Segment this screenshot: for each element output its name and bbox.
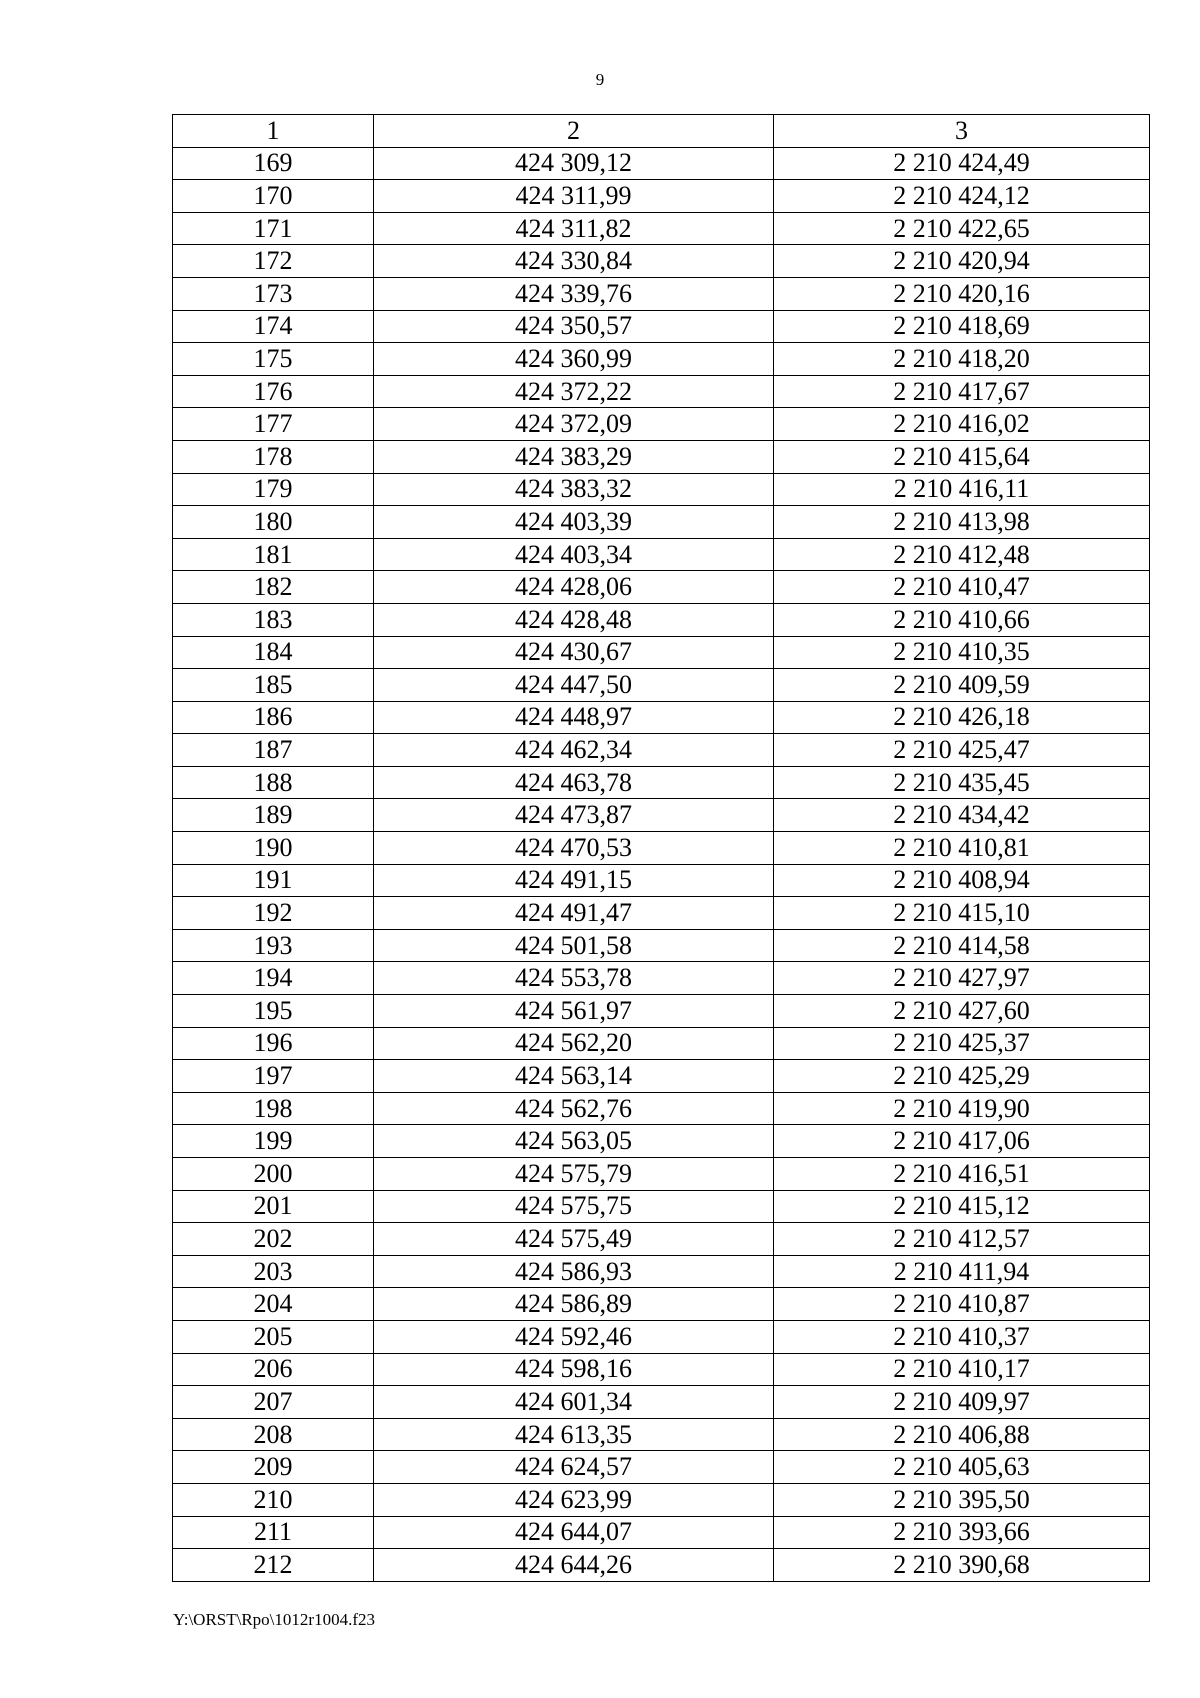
y-coordinate-cell: 2 210 416,51	[774, 1158, 1150, 1191]
x-coordinate-cell: 424 463,78	[374, 766, 774, 799]
x-coordinate-cell: 424 330,84	[374, 245, 774, 278]
table-row	[173, 212, 1150, 245]
x-coordinate-cell: 424 309,12	[374, 147, 774, 180]
y-coordinate-cell: 2 210 410,17	[774, 1353, 1150, 1386]
y-coordinate-cell: 2 210 410,47	[774, 571, 1150, 604]
x-coordinate-cell: 424 592,46	[374, 1320, 774, 1353]
point-number-cell: 192	[173, 897, 374, 930]
x-coordinate-cell: 424 575,79	[374, 1158, 774, 1191]
point-number-cell: 205	[173, 1320, 374, 1353]
point-number-cell: 189	[173, 799, 374, 832]
y-coordinate-cell: 2 210 418,20	[774, 343, 1150, 376]
point-number-cell: 202	[173, 1223, 374, 1256]
y-coordinate-cell: 2 210 424,49	[774, 147, 1150, 180]
y-coordinate-cell: 2 210 409,97	[774, 1386, 1150, 1419]
table-row	[173, 701, 1150, 734]
y-coordinate-cell: 2 210 405,63	[774, 1451, 1150, 1484]
x-coordinate-cell: 424 598,16	[374, 1353, 774, 1386]
table-row	[173, 766, 1150, 799]
point-number-cell: 186	[173, 701, 374, 734]
table-row	[173, 147, 1150, 180]
point-number-cell: 170	[173, 180, 374, 213]
y-coordinate-cell: 2 210 393,66	[774, 1516, 1150, 1549]
x-coordinate-cell: 424 383,32	[374, 473, 774, 506]
point-number-cell: 191	[173, 864, 374, 897]
x-coordinate-cell: 424 470,53	[374, 832, 774, 865]
table-row	[173, 603, 1150, 636]
point-number-cell: 201	[173, 1190, 374, 1223]
table-body	[173, 147, 1150, 1581]
table-row	[173, 669, 1150, 702]
table-row	[173, 1125, 1150, 1158]
table-row	[173, 571, 1150, 604]
y-coordinate-cell: 2 210 425,47	[774, 734, 1150, 767]
y-coordinate-cell: 2 210 422,65	[774, 212, 1150, 245]
table-row	[173, 864, 1150, 897]
y-coordinate-cell: 2 210 413,98	[774, 506, 1150, 539]
point-number-cell: 184	[173, 636, 374, 669]
y-coordinate-cell: 2 210 419,90	[774, 1092, 1150, 1125]
x-coordinate-cell: 424 403,34	[374, 538, 774, 571]
point-number-cell: 203	[173, 1255, 374, 1288]
table-row	[173, 1158, 1150, 1191]
x-coordinate-cell: 424 644,26	[374, 1549, 774, 1582]
table-row	[173, 1223, 1150, 1256]
table-row	[173, 995, 1150, 1028]
point-number-cell: 212	[173, 1549, 374, 1582]
table-row	[173, 1516, 1150, 1549]
table-row	[173, 734, 1150, 767]
point-number-cell: 172	[173, 245, 374, 278]
point-number-cell: 178	[173, 440, 374, 473]
y-coordinate-cell: 2 210 410,81	[774, 832, 1150, 865]
table-row	[173, 473, 1150, 506]
y-coordinate-cell: 2 210 435,45	[774, 766, 1150, 799]
point-number-cell: 204	[173, 1288, 374, 1321]
table-row	[173, 962, 1150, 995]
table-row	[173, 180, 1150, 213]
table-row	[173, 440, 1150, 473]
y-coordinate-cell: 2 210 414,58	[774, 929, 1150, 962]
table-row	[173, 1092, 1150, 1125]
table-row	[173, 1451, 1150, 1484]
point-number-cell: 169	[173, 147, 374, 180]
x-coordinate-cell: 424 448,97	[374, 701, 774, 734]
table-header-row	[173, 115, 1150, 148]
x-coordinate-cell: 424 562,76	[374, 1092, 774, 1125]
x-coordinate-cell: 424 339,76	[374, 277, 774, 310]
point-number-cell: 190	[173, 832, 374, 865]
y-coordinate-cell: 2 210 410,87	[774, 1288, 1150, 1321]
x-coordinate-cell: 424 561,97	[374, 995, 774, 1028]
point-number-cell: 211	[173, 1516, 374, 1549]
point-number-cell: 183	[173, 603, 374, 636]
y-coordinate-cell: 2 210 424,12	[774, 180, 1150, 213]
point-number-cell: 180	[173, 506, 374, 539]
y-coordinate-cell: 2 210 406,88	[774, 1418, 1150, 1451]
table-row	[173, 1288, 1150, 1321]
x-coordinate-cell: 424 553,78	[374, 962, 774, 995]
x-coordinate-cell: 424 383,29	[374, 440, 774, 473]
x-coordinate-cell: 424 428,48	[374, 603, 774, 636]
point-number-cell: 195	[173, 995, 374, 1028]
y-coordinate-cell: 2 210 410,37	[774, 1320, 1150, 1353]
point-number-cell: 207	[173, 1386, 374, 1419]
y-coordinate-cell: 2 210 415,10	[774, 897, 1150, 930]
table-row	[173, 1418, 1150, 1451]
x-coordinate-cell: 424 350,57	[374, 310, 774, 343]
point-number-cell: 200	[173, 1158, 374, 1191]
table-row	[173, 1483, 1150, 1516]
point-number-cell: 197	[173, 1060, 374, 1093]
y-coordinate-cell: 2 210 415,64	[774, 440, 1150, 473]
y-coordinate-cell: 2 210 420,94	[774, 245, 1150, 278]
x-coordinate-cell: 424 430,67	[374, 636, 774, 669]
y-coordinate-cell: 2 210 410,35	[774, 636, 1150, 669]
x-coordinate-cell: 424 623,99	[374, 1483, 774, 1516]
x-coordinate-cell: 424 360,99	[374, 343, 774, 376]
point-number-cell: 175	[173, 343, 374, 376]
x-coordinate-cell: 424 601,34	[374, 1386, 774, 1419]
table-row	[173, 1320, 1150, 1353]
table-row	[173, 1386, 1150, 1419]
table-row	[173, 310, 1150, 343]
point-number-cell: 174	[173, 310, 374, 343]
y-coordinate-cell: 2 210 417,67	[774, 375, 1150, 408]
table-row	[173, 929, 1150, 962]
y-coordinate-cell: 2 210 420,16	[774, 277, 1150, 310]
point-number-cell: 199	[173, 1125, 374, 1158]
y-coordinate-cell: 2 210 416,02	[774, 408, 1150, 441]
x-coordinate-cell: 424 563,14	[374, 1060, 774, 1093]
table-row	[173, 1060, 1150, 1093]
x-coordinate-cell: 424 491,15	[374, 864, 774, 897]
y-coordinate-cell: 2 210 411,94	[774, 1255, 1150, 1288]
y-coordinate-cell: 2 210 427,97	[774, 962, 1150, 995]
point-number-cell: 177	[173, 408, 374, 441]
x-coordinate-cell: 424 403,39	[374, 506, 774, 539]
y-coordinate-cell: 2 210 410,66	[774, 603, 1150, 636]
x-coordinate-cell: 424 562,20	[374, 1027, 774, 1060]
point-number-cell: 210	[173, 1483, 374, 1516]
coordinates-table	[172, 114, 1150, 1582]
point-number-cell: 208	[173, 1418, 374, 1451]
table-row	[173, 897, 1150, 930]
y-coordinate-cell: 2 210 427,60	[774, 995, 1150, 1028]
x-coordinate-cell: 424 575,49	[374, 1223, 774, 1256]
point-number-cell: 187	[173, 734, 374, 767]
x-coordinate-cell: 424 613,35	[374, 1418, 774, 1451]
table-row	[173, 538, 1150, 571]
y-coordinate-cell: 2 210 416,11	[774, 473, 1150, 506]
x-coordinate-cell: 424 473,87	[374, 799, 774, 832]
table-row	[173, 799, 1150, 832]
table-row	[173, 832, 1150, 865]
table-row	[173, 636, 1150, 669]
table-row	[173, 1255, 1150, 1288]
x-coordinate-cell: 424 491,47	[374, 897, 774, 930]
table-row	[173, 343, 1150, 376]
table-row	[173, 408, 1150, 441]
point-number-cell: 188	[173, 766, 374, 799]
x-coordinate-cell: 424 372,22	[374, 375, 774, 408]
y-coordinate-cell: 2 210 425,29	[774, 1060, 1150, 1093]
point-number-cell: 209	[173, 1451, 374, 1484]
x-coordinate-cell: 424 428,06	[374, 571, 774, 604]
y-coordinate-cell: 2 210 409,59	[774, 669, 1150, 702]
point-number-cell: 181	[173, 538, 374, 571]
y-coordinate-cell: 2 210 434,42	[774, 799, 1150, 832]
x-coordinate-cell: 424 563,05	[374, 1125, 774, 1158]
table-row	[173, 1190, 1150, 1223]
point-number-cell: 171	[173, 212, 374, 245]
x-coordinate-cell: 424 644,07	[374, 1516, 774, 1549]
point-number-cell: 182	[173, 571, 374, 604]
y-coordinate-cell: 2 210 412,48	[774, 538, 1150, 571]
point-number-cell: 206	[173, 1353, 374, 1386]
x-coordinate-cell: 424 462,34	[374, 734, 774, 767]
point-number-cell: 173	[173, 277, 374, 310]
table-row	[173, 277, 1150, 310]
point-number-cell: 179	[173, 473, 374, 506]
y-coordinate-cell: 2 210 395,50	[774, 1483, 1150, 1516]
x-coordinate-cell: 424 586,89	[374, 1288, 774, 1321]
point-number-cell: 194	[173, 962, 374, 995]
y-coordinate-cell: 2 210 417,06	[774, 1125, 1150, 1158]
table-row	[173, 1353, 1150, 1386]
table-row	[173, 1027, 1150, 1060]
table-row	[173, 375, 1150, 408]
point-number-cell: 193	[173, 929, 374, 962]
point-number-cell: 176	[173, 375, 374, 408]
y-coordinate-cell: 2 210 425,37	[774, 1027, 1150, 1060]
x-coordinate-cell: 424 311,99	[374, 180, 774, 213]
point-number-cell: 196	[173, 1027, 374, 1060]
column-header: 1	[173, 115, 374, 148]
x-coordinate-cell: 424 575,75	[374, 1190, 774, 1223]
point-number-cell: 185	[173, 669, 374, 702]
column-header: 2	[374, 115, 774, 148]
table-row	[173, 1549, 1150, 1582]
x-coordinate-cell: 424 447,50	[374, 669, 774, 702]
y-coordinate-cell: 2 210 412,57	[774, 1223, 1150, 1256]
x-coordinate-cell: 424 624,57	[374, 1451, 774, 1484]
x-coordinate-cell: 424 372,09	[374, 408, 774, 441]
y-coordinate-cell: 2 210 418,69	[774, 310, 1150, 343]
y-coordinate-cell: 2 210 426,18	[774, 701, 1150, 734]
file-path-footer: Y:\ORST\Rpo\1012r1004.f23	[173, 1610, 375, 1629]
y-coordinate-cell: 2 210 415,12	[774, 1190, 1150, 1223]
table-row	[173, 506, 1150, 539]
y-coordinate-cell: 2 210 408,94	[774, 864, 1150, 897]
y-coordinate-cell: 2 210 390,68	[774, 1549, 1150, 1582]
x-coordinate-cell: 424 501,58	[374, 929, 774, 962]
column-header: 3	[774, 115, 1150, 148]
table-row	[173, 245, 1150, 278]
x-coordinate-cell: 424 586,93	[374, 1255, 774, 1288]
x-coordinate-cell: 424 311,82	[374, 212, 774, 245]
page-number: 9	[595, 70, 605, 89]
point-number-cell: 198	[173, 1092, 374, 1125]
